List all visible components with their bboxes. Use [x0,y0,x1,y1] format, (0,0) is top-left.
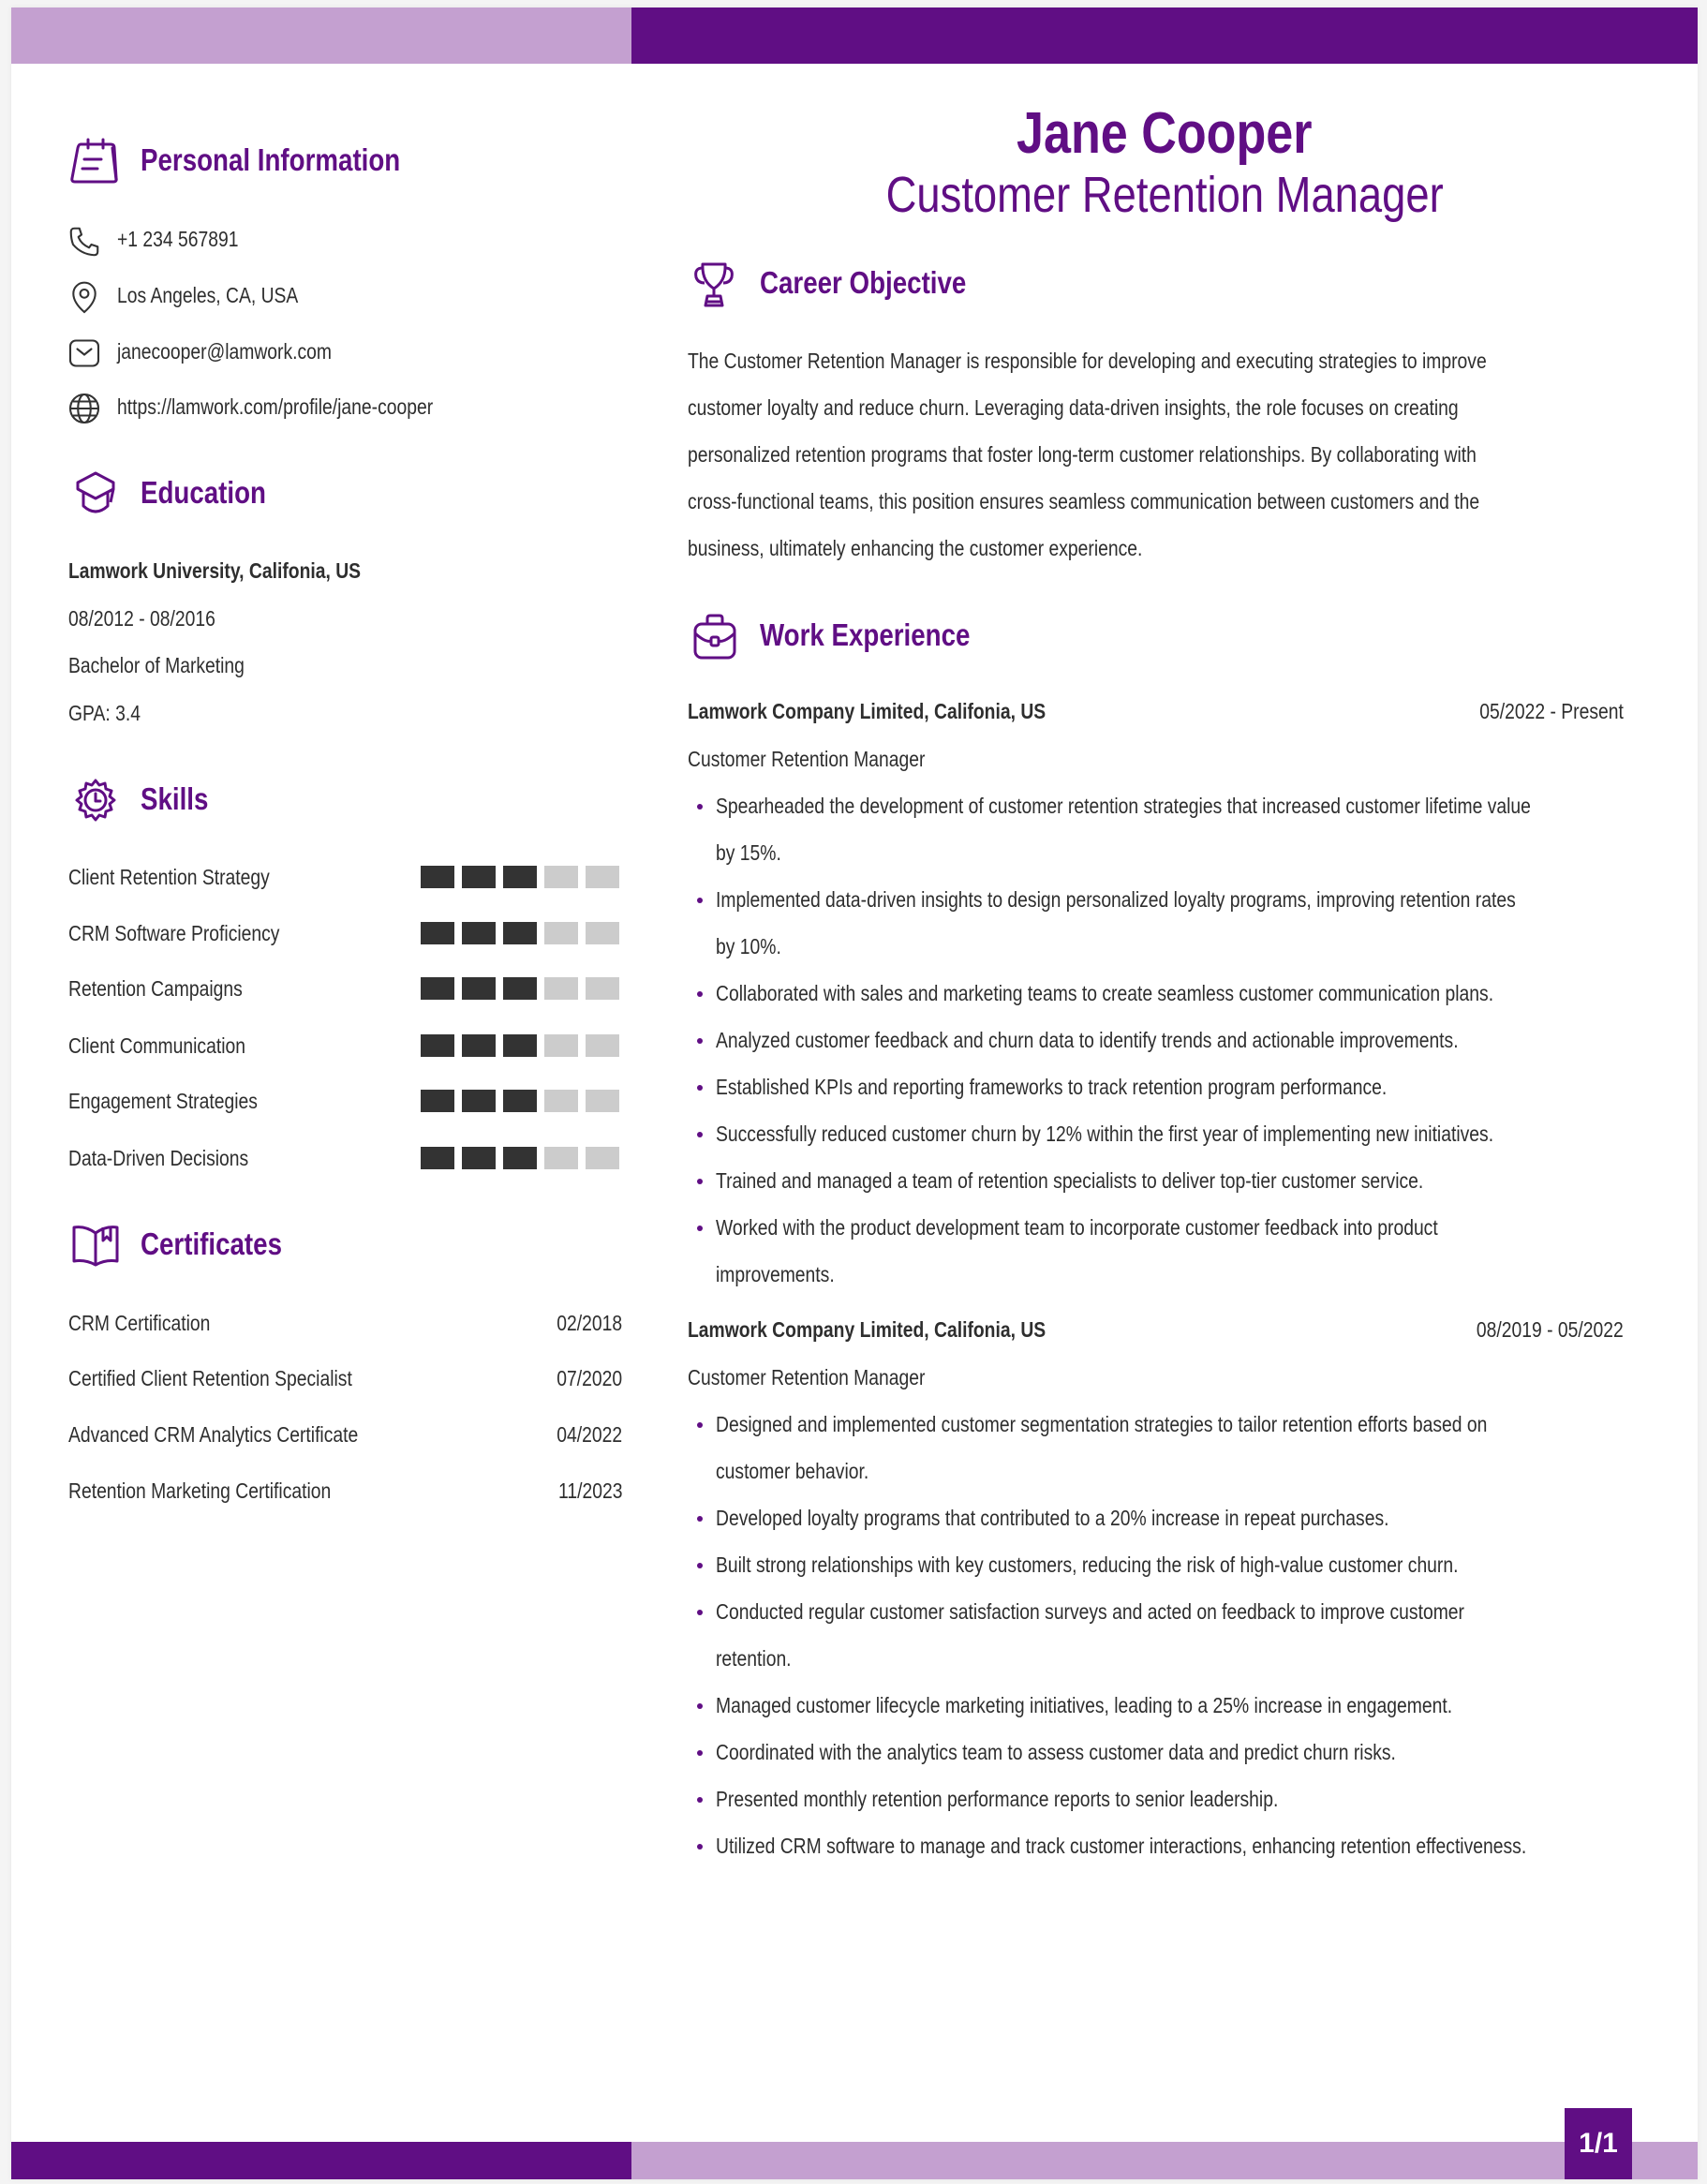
calendar-note-icon [69,137,120,186]
top-bar-dark [631,7,1698,64]
skill-name: Client Retention Strategy [68,865,270,889]
bullet-dot [697,804,703,810]
bullet-dot [697,1422,703,1428]
personal-info-heading: Personal Information [141,142,401,177]
bullet-dot [697,1610,703,1615]
job-bullet-line: Worked with the product development team to incorporate customer feedback into product [716,1215,1438,1240]
bullet-dot [697,1038,703,1044]
skill-level-meter [421,1147,619,1169]
certificate-name: Certified Client Retention Specialist [68,1366,352,1390]
certificate-name: Retention Marketing Certification [68,1478,332,1503]
resume-page [11,7,1698,2179]
bullet-dot [697,1563,703,1568]
bullet-dot [697,1797,703,1803]
bullet-dot [697,1703,703,1709]
job-bullet-line: by 10%. [716,934,781,958]
certificate-date: 07/2020 [557,1366,622,1390]
skill-name: Engagement Strategies [68,1089,258,1113]
skill-level-filled [462,977,496,1000]
skill-level-meter [421,1034,619,1057]
skill-name: Data-Driven Decisions [68,1146,249,1170]
phone-text: +1 234 567891 [117,227,239,251]
objective-line: customer loyalty and reduce churn. Leveraging data-driven insights, the role focuses on creating [688,395,1459,420]
job-bullet-line: Designed and implemented customer segmentation strategies to tailor retention efforts based on [716,1412,1488,1436]
skill-level-filled [421,977,454,1000]
bottom-bar-light [631,2142,1698,2179]
career-objective-heading: Career Objective [760,265,967,300]
job-dates: 08/2019 - 05/2022 [1477,1317,1624,1342]
skill-name: Client Communication [68,1033,245,1058]
skill-level-filled [503,922,537,944]
skill-level-filled [503,866,537,888]
job-bullet-line: Successfully reduced customer churn by 12% within the first year of implementing new initiatives. [716,1122,1494,1146]
trophy-icon [691,260,736,309]
job-bullet-line: customer behavior. [716,1459,869,1483]
certificate-date: 02/2018 [557,1311,622,1335]
skill-level-empty [586,922,619,944]
skill-level-empty [586,1034,619,1057]
website-text[interactable]: https://lamwork.com/profile/jane-cooper [117,394,434,419]
job-bullet-line: Coordinated with the analytics team to assess customer data and predict churn risks. [716,1740,1396,1764]
education-degree: Bachelor of Marketing [68,653,245,677]
bullet-dot [697,1179,703,1184]
skill-level-empty [586,866,619,888]
certificate-date: 11/2023 [557,1478,622,1503]
job-company: Lamwork Company Limited, Califonia, US [688,699,1046,723]
skill-level-meter [421,866,619,888]
job-bullet-line: Trained and managed a team of retention specialists to deliver top-tier customer service. [716,1168,1424,1193]
top-bar-light [11,7,631,64]
skill-level-meter [421,977,619,1000]
skill-level-empty [544,1147,578,1169]
bullet-dot [697,991,703,997]
job-role: Customer Retention Manager [688,747,926,771]
certificates-heading: Certificates [141,1226,282,1261]
skill-level-empty [544,1090,578,1112]
certificate-name: Advanced CRM Analytics Certificate [68,1422,359,1447]
job-role: Customer Retention Manager [688,1365,926,1389]
skill-level-empty [544,922,578,944]
job-bullet-line: Managed customer lifecycle marketing initiatives, leading to a 25% increase in engagement. [716,1693,1453,1717]
skill-level-filled [462,1090,496,1112]
book-icon [71,1222,120,1269]
job-bullet-line: Collaborated with sales and marketing teams to create seamless customer communication plans. [716,981,1494,1005]
phone-icon [67,225,101,259]
skill-name: CRM Software Proficiency [68,921,280,945]
skill-level-meter [421,922,619,944]
job-bullet-line: Spearheaded the development of customer retention strategies that increased customer lifetime value [716,794,1531,818]
bullet-dot [697,1132,703,1137]
objective-line: business, ultimately enhancing the customer experience. [688,536,1143,560]
skill-level-filled [421,866,454,888]
skill-level-filled [421,1090,454,1112]
gear-clock-icon [73,778,118,823]
skill-level-filled [421,1147,454,1169]
skills-heading: Skills [141,781,209,816]
skill-level-empty [544,977,578,1000]
certificate-name: CRM Certification [68,1311,211,1335]
job-company: Lamwork Company Limited, Califonia, US [688,1317,1046,1342]
education-dates: 08/2012 - 08/2016 [68,606,215,631]
skill-level-filled [421,922,454,944]
skill-level-filled [503,1147,537,1169]
job-bullet-line: Presented monthly retention performance reports to senior leadership. [716,1787,1279,1811]
skill-level-filled [503,1090,537,1112]
bullet-dot [697,1226,703,1231]
globe-icon [67,392,101,425]
candidate-name: Jane Cooper [1017,101,1313,166]
job-bullet-line: retention. [716,1646,792,1671]
objective-line: The Customer Retention Manager is responsible for developing and executing strategies to improve [688,349,1487,373]
skill-level-filled [462,866,496,888]
skill-level-filled [462,1147,496,1169]
education-school: Lamwork University, Califonia, US [68,558,362,583]
candidate-title: Customer Retention Manager [885,167,1444,223]
job-bullet-line: Analyzed customer feedback and churn data to identify trends and actionable improvements. [716,1028,1459,1052]
location-text: Los Angeles, CA, USA [117,283,299,307]
skill-level-filled [503,977,537,1000]
job-bullet-line: Built strong relationships with key customers, reducing the risk of high-value customer churn. [716,1553,1459,1577]
bullet-dot [697,898,703,903]
certificate-date: 04/2022 [557,1422,622,1447]
mail-icon [67,337,101,369]
job-bullet-line: Implemented data-driven insights to design personalized loyalty programs, improving retention rates [716,887,1516,912]
graduation-cap-icon [73,470,118,517]
skill-level-empty [586,1147,619,1169]
job-bullet-line: Established KPIs and reporting frameworks to track retention program performance. [716,1075,1388,1099]
bottom-bar-dark [11,2142,631,2179]
bullet-dot [697,1516,703,1522]
skill-name: Retention Campaigns [68,976,243,1001]
skill-level-empty [544,1034,578,1057]
job-bullet-line: Developed loyalty programs that contributed to a 20% increase in repeat purchases. [716,1506,1389,1530]
work-experience-heading: Work Experience [760,617,971,652]
bullet-dot [697,1750,703,1756]
briefcase-icon [691,613,738,661]
skill-level-meter [421,1090,619,1112]
skill-level-empty [586,977,619,1000]
email-text[interactable]: janecooper@lamwork.com [117,339,333,364]
objective-line: personalized retention programs that foster long-term customer relationships. By collaborating with [688,442,1477,467]
objective-line: cross-functional teams, this position ensures seamless communication between customers and the [688,489,1480,513]
job-bullet-line: Utilized CRM software to manage and track customer interactions, enhancing retention effectiveness. [716,1834,1527,1858]
location-pin-icon [67,279,101,315]
skill-level-empty [586,1090,619,1112]
bullet-dot [697,1844,703,1850]
page-number-badge: 1/1 [1565,2108,1632,2179]
education-gpa: GPA: 3.4 [68,701,141,725]
skill-level-filled [503,1034,537,1057]
education-heading: Education [141,475,266,510]
skill-level-empty [544,866,578,888]
job-bullet-line: improvements. [716,1262,835,1286]
job-bullet-line: Conducted regular customer satisfaction surveys and acted on feedback to improve customer [716,1599,1464,1624]
bullet-dot [697,1085,703,1091]
job-dates: 05/2022 - Present [1479,699,1624,723]
skill-level-filled [462,1034,496,1057]
job-bullet-line: by 15%. [716,840,781,865]
skill-level-filled [462,922,496,944]
skill-level-filled [421,1034,454,1057]
